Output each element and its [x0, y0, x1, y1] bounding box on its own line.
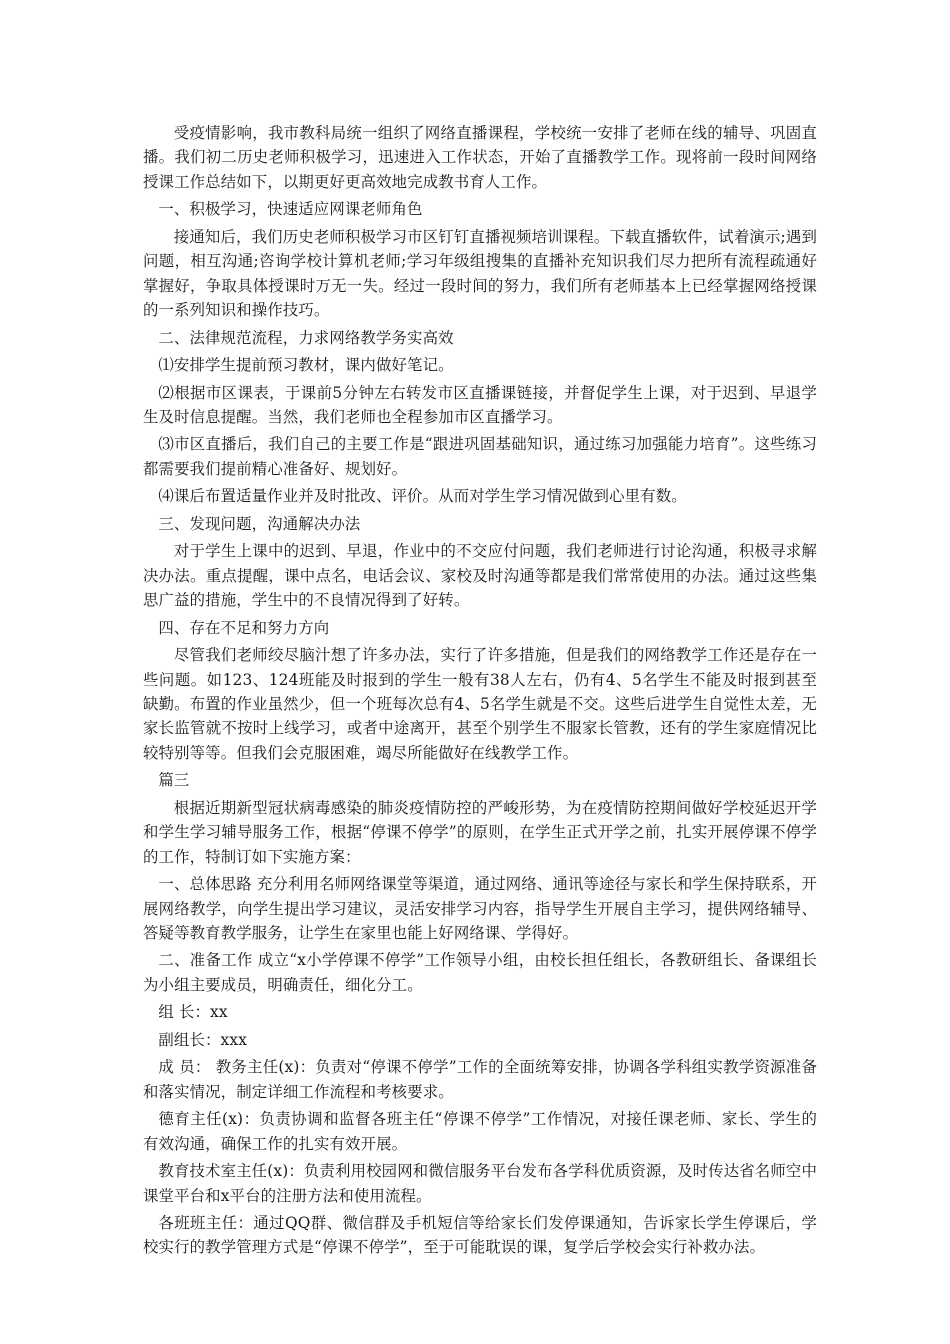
- list-item-4: ⑷课后布置适量作业并及时批改、评价。从而对学生学习情况做到心里有数。: [158, 487, 687, 506]
- document-body: [143, 121, 817, 1263]
- part-three-intro: 根据近期新型冠状病毒感染的肺炎疫情防控的严峻形势，为在疫情防控期间做好学校延迟开学和学生学习辅导服务工作，根据“停课不停学”的原则，在学生正式开学之前，扎实开展停课不停学的工作，特制订如下实施方案：: [143, 798, 817, 866]
- section-heading-1: 一、积极学习，快速适应网课老师角色: [158, 200, 423, 219]
- part-three-heading: 篇三: [158, 771, 190, 790]
- group-leader: 组 长：xx: [158, 1003, 228, 1022]
- class-teachers: 各班班主任：通过QQ群、微信群及手机短信等给家长们发停课通知，告诉家长学生停课后，学校实行的教学管理方式是“停课不停学”，至于可能耽误的课，复学后学校会实行补救办法。: [143, 1214, 817, 1257]
- intro-paragraph: 受疫情影响，我市教科局统一组织了网络直播课程，学校统一安排了老师在线的辅导、巩固直播。我们初二历史老师积极学习，迅速进入工作状态，开始了直播教学工作。现将前一段时间网络授课工作总结如下，以期更好更高效地完成教书育人工作。: [143, 124, 817, 191]
- preparation-work: 二、准备工作 成立“x小学停课不停学”工作领导小组，由校长担任组长，各教研组长、备课组长为小组主要成员，明确责任，细化分工。: [143, 951, 817, 994]
- section-heading-2: 二、法律规范流程，力求网络教学务实高效: [158, 328, 454, 347]
- section-heading-3: 三、发现问题，沟通解决办法: [158, 514, 361, 533]
- overall-approach: 一、总体思路 充分利用名师网络课堂等渠道，通过网络、通讯等途径与家长和学生保持联系，开展网络教学，向学生提出学习建议，灵活安排学习内容，指导学生开展自主学习，提供网络辅导、答疑等教育教学服务，让学生在家里也能上好网络课、学得好。: [143, 875, 817, 942]
- section-heading-4: 四、存在不足和努力方向: [158, 618, 330, 637]
- section-4-paragraph: 尽管我们老师绞尽脑汁想了许多办法，实行了许多措施，但是我们的网络教学工作还是存在一些问题。如123、124班能及时报到的学生一般有38人左右，仍有4、5名学生不能及时报到甚至缺勤。布置的作业虽然少，但一个班每次总有4、5名学生就是不交。这些后进学生自觉性太差，无家长监管就不按时上线学习，或者中途离开，甚至个别学生不服家长管教，还有的学生家庭情况比较特别等等。但我们会克服困难，竭尽所能做好在线教学工作。: [143, 646, 817, 762]
- deputy-leader: 副组长：xxx: [158, 1030, 248, 1049]
- list-item-1: ⑴安排学生提前预习教材，课内做好笔记。: [158, 356, 454, 375]
- ed-tech-director: 教育技术室主任(x)：负责利用校园网和微信服务平台发布各学科优质资源，及时传达省名师空中课堂平台和x平台的注册方法和使用流程。: [143, 1162, 817, 1205]
- members-academic-director: 成 员： 教务主任(x)：负责对“停课不停学”工作的全面统筹安排，协调各学科组实教学资源准备和落实情况，制定详细工作流程和考核要求。: [143, 1058, 817, 1101]
- list-item-3: ⑶市区直播后，我们自己的主要工作是“跟进巩固基础知识，通过练习加强能力培育”。这些练习都需要我们提前精心准备好、规划好。: [143, 435, 817, 478]
- list-item-2: ⑵根据市区课表，于课前5分钟左右转发市区直播课链接，并督促学生上课，对于迟到、早退学生及时信息提醒。当然，我们老师也全程参加市区直播学习。: [143, 383, 817, 426]
- section-3-paragraph: 对于学生上课中的迟到、早退，作业中的不交应付问题，我们老师进行讨论沟通，积极寻求解决办法。重点提醒，课中点名，电话会议、家校及时沟通等都是我们常常使用的办法。通过这些集思广益的措施，学生中的不良情况得到了好转。: [143, 542, 817, 610]
- section-1-paragraph: 接通知后，我们历史老师积极学习市区钉钉直播视频培训课程。下载直播软件，试着演示;遇到问题，相互沟通;咨询学校计算机老师;学习年级组搜集的直播补充知识我们尽力把所有流程疏通好掌握好，争取具体授课时万无一失。经过一段时间的努力，我们所有老师基本上已经掌握网络授课的一系列知识和操作技巧。: [143, 227, 817, 320]
- moral-education-director: 德育主任(x)：负责协调和监督各班主任“停课不停学”工作情况，对接任课老师、家长、学生的有效沟通，确保工作的扎实有效开展。: [143, 1110, 817, 1153]
